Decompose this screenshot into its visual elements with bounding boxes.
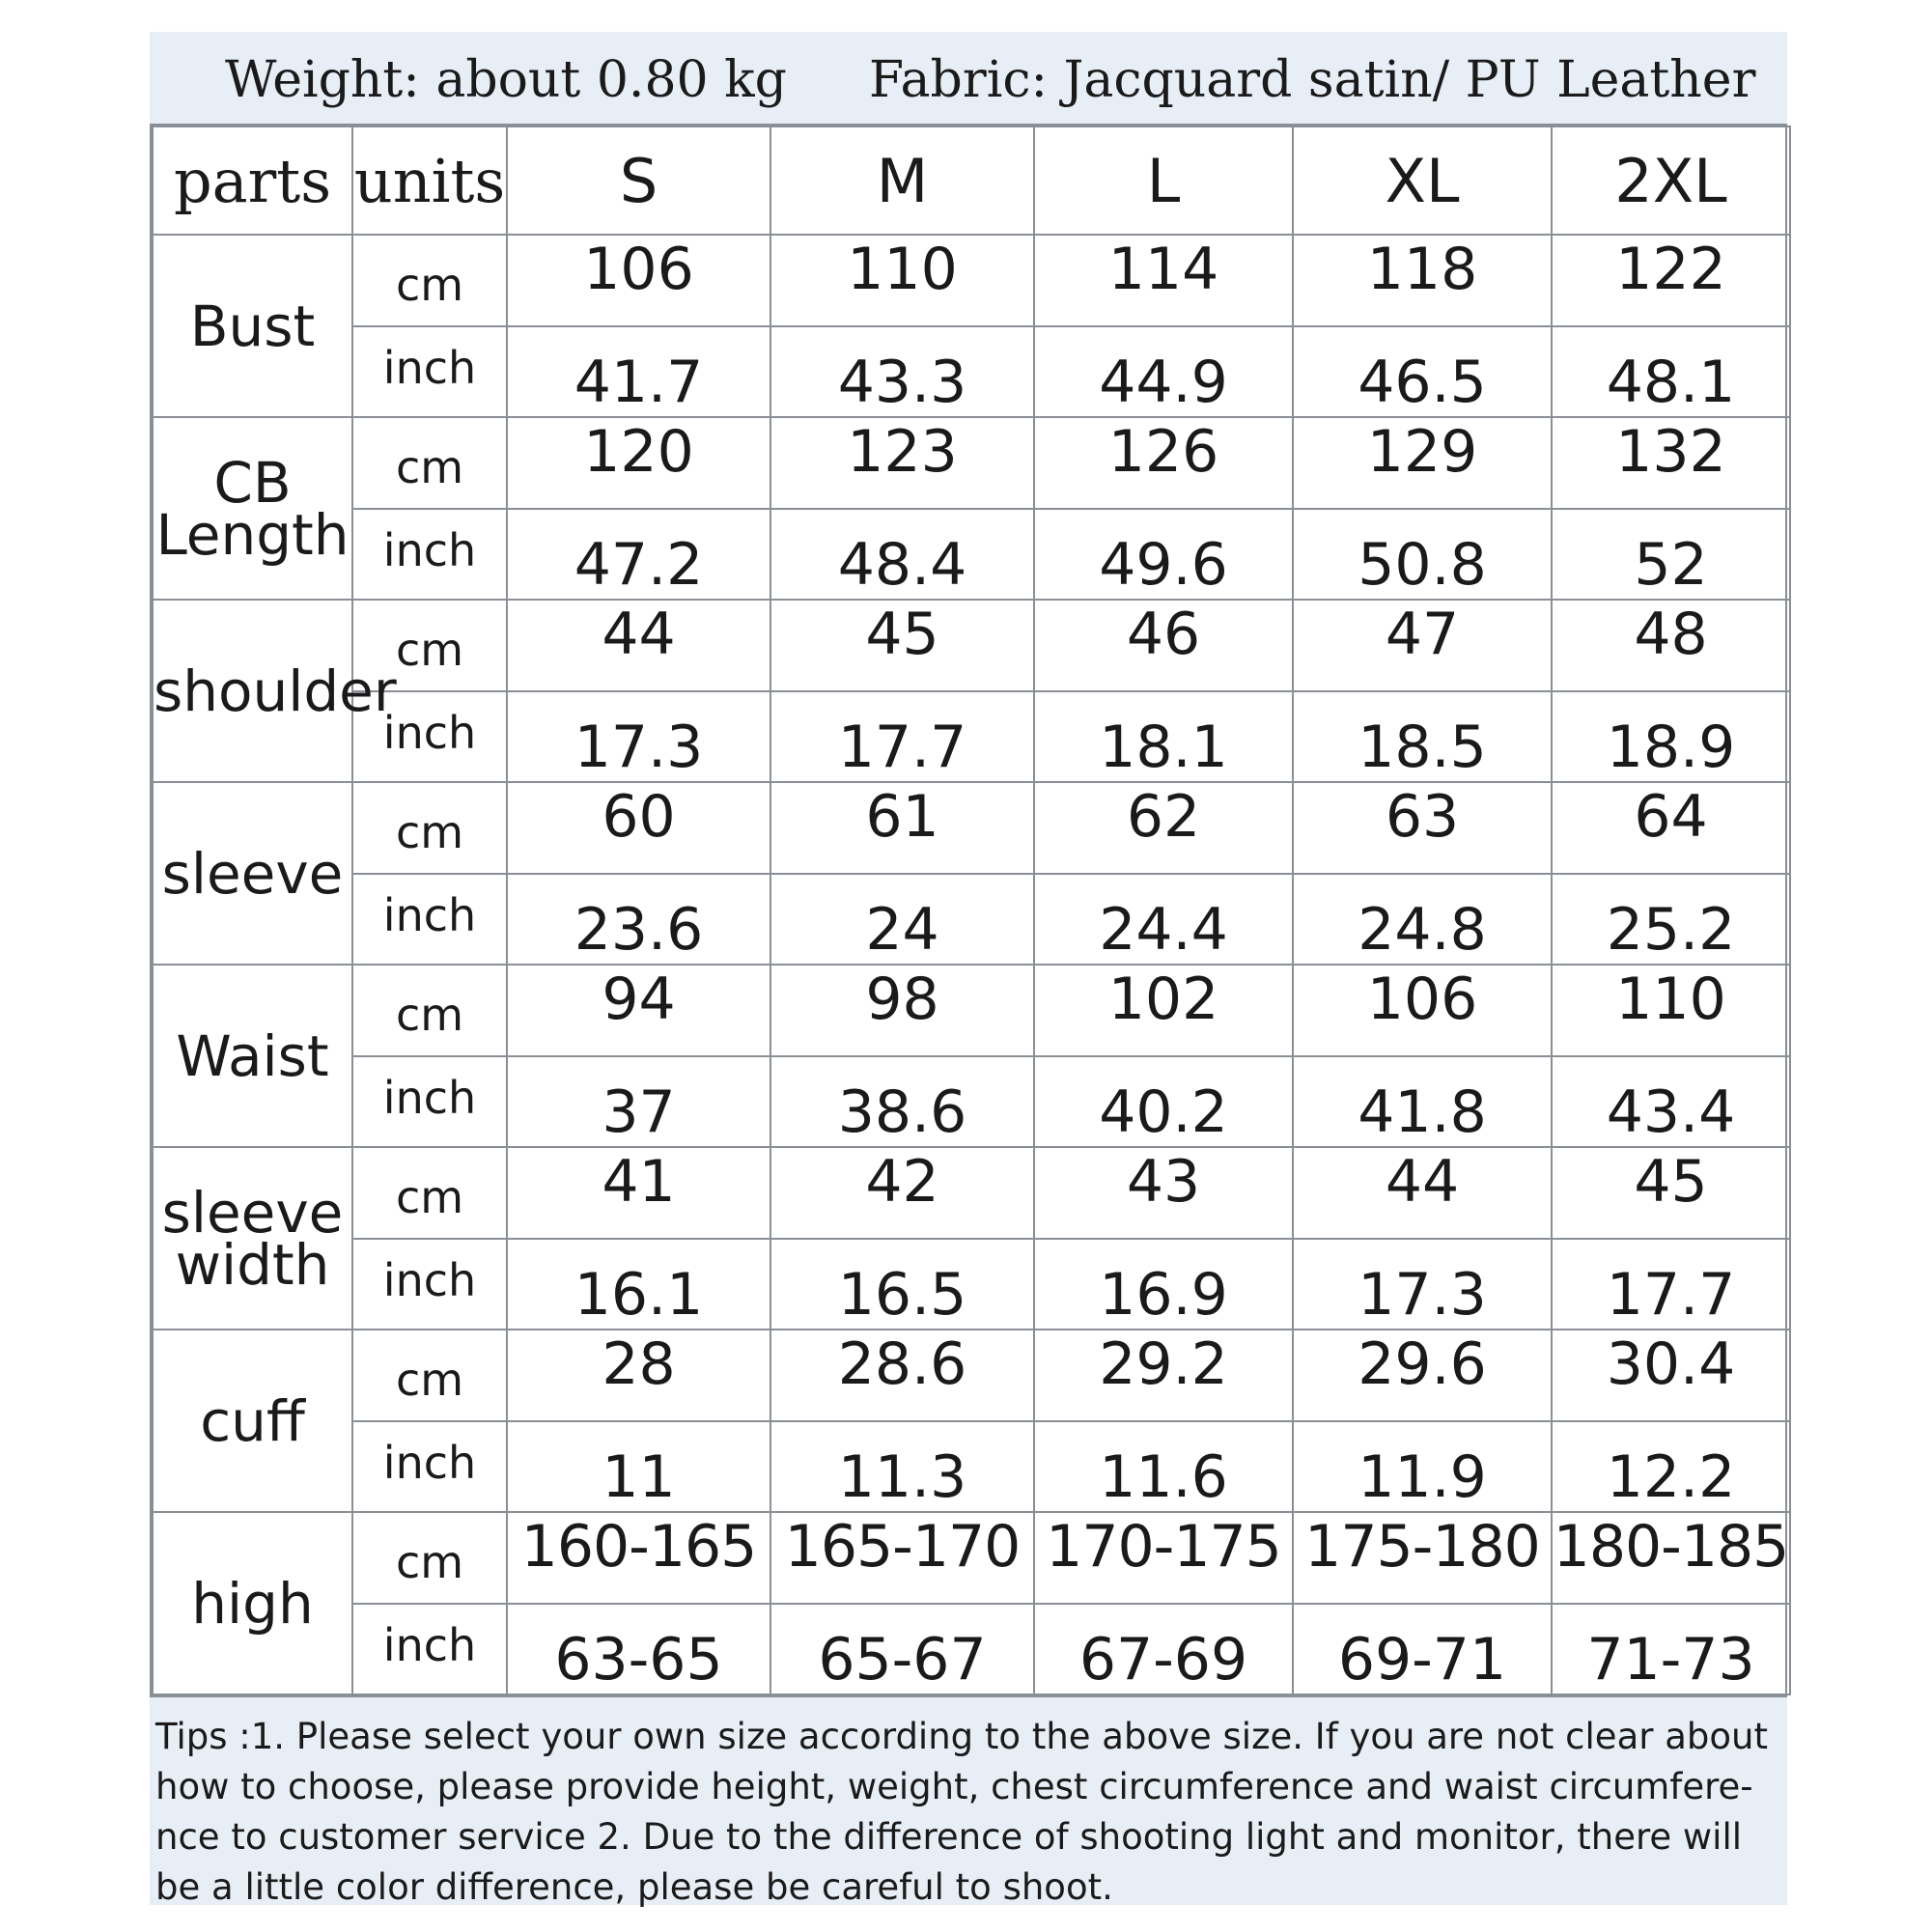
size-header-2xl: 2XL (1552, 126, 1790, 235)
size-header-xl: XL (1293, 126, 1552, 235)
size-header-row (153, 126, 1790, 235)
bust-inch-m: 43.3 (770, 326, 1034, 418)
high-cm-l: 170-175 (1034, 1512, 1293, 1604)
sleeve-width-cm-m: 42 (770, 1147, 1034, 1239)
sleeve-width-cm-xl: 44 (1293, 1147, 1552, 1239)
size-header-s: S (507, 126, 770, 235)
cuff-inch-l: 11.6 (1034, 1421, 1293, 1513)
bust-cm-s: 106 (507, 235, 770, 326)
sleeve-inch-l: 24.4 (1034, 874, 1293, 966)
cuff-inch-2xl: 12.2 (1552, 1421, 1790, 1513)
part-name-high: high (153, 1512, 352, 1694)
cb-length-cm-xl: 129 (1293, 417, 1552, 509)
cb-length-inch-m: 48.4 (770, 509, 1034, 601)
sleeve-inch-2xl: 25.2 (1552, 874, 1790, 966)
unit-inch: inch (352, 1421, 507, 1513)
high-inch-m: 65-67 (770, 1604, 1034, 1695)
product-info-header (150, 32, 1787, 124)
unit-inch: inch (352, 509, 507, 601)
weight-label: Weight: about 0.80 kg (225, 51, 787, 109)
units-column-header: units (352, 126, 507, 235)
size-table-body (153, 235, 1790, 1694)
sleeve-inch-xl: 24.8 (1293, 874, 1552, 966)
size-header-l: L (1034, 126, 1293, 235)
shoulder-inch-xl: 18.5 (1293, 691, 1552, 783)
shoulder-inch-m: 17.7 (770, 691, 1034, 783)
cuff-cm-xl: 29.6 (1293, 1330, 1552, 1421)
sleeve-cm-m: 61 (770, 782, 1034, 874)
table-row (153, 1330, 1790, 1421)
cuff-cm-s: 28 (507, 1330, 770, 1421)
parts-column-header: parts (153, 126, 352, 235)
size-table (152, 126, 1791, 1695)
sleeve-width-cm-s: 41 (507, 1147, 770, 1239)
unit-cm: cm (352, 965, 507, 1056)
waist-inch-xl: 41.8 (1293, 1056, 1552, 1148)
shoulder-inch-2xl: 18.9 (1552, 691, 1790, 783)
waist-inch-2xl: 43.4 (1552, 1056, 1790, 1148)
unit-cm: cm (352, 1330, 507, 1421)
unit-cm: cm (352, 235, 507, 326)
high-inch-2xl: 71-73 (1552, 1604, 1790, 1695)
table-row (153, 691, 1790, 783)
sleeve-width-cm-l: 43 (1034, 1147, 1293, 1239)
part-name-sleeve: sleeve (153, 782, 352, 965)
unit-cm: cm (352, 600, 507, 691)
waist-cm-xl: 106 (1293, 965, 1552, 1056)
shoulder-inch-s: 17.3 (507, 691, 770, 783)
cb-length-inch-s: 47.2 (507, 509, 770, 601)
cb-length-cm-l: 126 (1034, 417, 1293, 509)
cuff-inch-xl: 11.9 (1293, 1421, 1552, 1513)
fabric-label: Fabric: Jacquard satin/ PU Leather (869, 51, 1756, 109)
size-chart-sheet (150, 32, 1789, 1908)
unit-inch: inch (352, 874, 507, 966)
cuff-inch-s: 11 (507, 1421, 770, 1513)
waist-cm-l: 102 (1034, 965, 1293, 1056)
bust-inch-l: 44.9 (1034, 326, 1293, 418)
table-row (153, 600, 1790, 691)
shoulder-cm-2xl: 48 (1552, 600, 1790, 691)
bust-inch-xl: 46.5 (1293, 326, 1552, 418)
sleeve-width-inch-s: 16.1 (507, 1239, 770, 1330)
cuff-inch-m: 11.3 (770, 1421, 1034, 1513)
bust-cm-xl: 118 (1293, 235, 1552, 326)
high-inch-s: 63-65 (507, 1604, 770, 1695)
cuff-cm-l: 29.2 (1034, 1330, 1293, 1421)
waist-inch-m: 38.6 (770, 1056, 1034, 1148)
part-name-cb-length: CB Length (153, 417, 352, 600)
waist-cm-m: 98 (770, 965, 1034, 1056)
bust-cm-m: 110 (770, 235, 1034, 326)
table-row (153, 1147, 1790, 1239)
sleeve-width-inch-xl: 17.3 (1293, 1239, 1552, 1330)
cb-length-inch-l: 49.6 (1034, 509, 1293, 601)
high-inch-xl: 69-71 (1293, 1604, 1552, 1695)
unit-inch: inch (352, 691, 507, 783)
waist-cm-s: 94 (507, 965, 770, 1056)
shoulder-cm-xl: 47 (1293, 600, 1552, 691)
unit-cm: cm (352, 782, 507, 874)
table-row (153, 235, 1790, 326)
bust-cm-l: 114 (1034, 235, 1293, 326)
unit-cm: cm (352, 417, 507, 509)
unit-cm: cm (352, 1147, 507, 1239)
sleeve-cm-l: 62 (1034, 782, 1293, 874)
part-name-bust: Bust (153, 235, 352, 417)
shoulder-cm-l: 46 (1034, 600, 1293, 691)
unit-cm: cm (352, 1512, 507, 1604)
cb-length-cm-2xl: 132 (1552, 417, 1790, 509)
sleeve-width-cm-2xl: 45 (1552, 1147, 1790, 1239)
sleeve-cm-2xl: 64 (1552, 782, 1790, 874)
unit-inch: inch (352, 326, 507, 418)
sleeve-inch-m: 24 (770, 874, 1034, 966)
high-cm-s: 160-165 (507, 1512, 770, 1604)
table-row (153, 1512, 1790, 1604)
sleeve-width-inch-m: 16.5 (770, 1239, 1034, 1330)
unit-inch: inch (352, 1604, 507, 1695)
bust-inch-2xl: 48.1 (1552, 326, 1790, 418)
sleeve-cm-s: 60 (507, 782, 770, 874)
table-row (153, 326, 1790, 418)
unit-inch: inch (352, 1239, 507, 1330)
waist-inch-l: 40.2 (1034, 1056, 1293, 1148)
shoulder-inch-l: 18.1 (1034, 691, 1293, 783)
table-row (153, 417, 1790, 509)
high-cm-xl: 175-180 (1293, 1512, 1552, 1604)
table-row (153, 509, 1790, 601)
part-name-waist: Waist (153, 965, 352, 1147)
table-row (153, 965, 1790, 1056)
high-cm-2xl: 180-185 (1552, 1512, 1790, 1604)
tips-text: Tips :1. Please select your own size according to the above size. If you are not clear about how to choose, please provide height, weight, chest circumference and waist circumfere-nce to customer service 2. Due to the difference of shooting light and monitor, there will be a little color difference, please be careful to shoot. (155, 1716, 1768, 1908)
sleeve-width-inch-2xl: 17.7 (1552, 1239, 1790, 1330)
size-table-container (150, 124, 1787, 1697)
table-row (153, 782, 1790, 874)
table-row (153, 1239, 1790, 1330)
part-name-sleeve-width: sleeve width (153, 1147, 352, 1330)
cb-length-cm-m: 123 (770, 417, 1034, 509)
table-row (153, 1421, 1790, 1513)
cuff-cm-m: 28.6 (770, 1330, 1034, 1421)
part-name-cuff: cuff (153, 1330, 352, 1512)
size-header-m: M (770, 126, 1034, 235)
cb-length-inch-2xl: 52 (1552, 509, 1790, 601)
shoulder-cm-s: 44 (507, 600, 770, 691)
table-row (153, 1056, 1790, 1148)
unit-inch: inch (352, 1056, 507, 1148)
waist-inch-s: 37 (507, 1056, 770, 1148)
cuff-cm-2xl: 30.4 (1552, 1330, 1790, 1421)
bust-inch-s: 41.7 (507, 326, 770, 418)
bust-cm-2xl: 122 (1552, 235, 1790, 326)
sleeve-width-inch-l: 16.9 (1034, 1239, 1293, 1330)
table-row (153, 1604, 1790, 1695)
sleeve-cm-xl: 63 (1293, 782, 1552, 874)
cb-length-cm-s: 120 (507, 417, 770, 509)
part-name-shoulder: shoulder (153, 600, 352, 782)
high-cm-m: 165-170 (770, 1512, 1034, 1604)
cb-length-inch-xl: 50.8 (1293, 509, 1552, 601)
table-row (153, 874, 1790, 966)
high-inch-l: 67-69 (1034, 1604, 1293, 1695)
shoulder-cm-m: 45 (770, 600, 1034, 691)
waist-cm-2xl: 110 (1552, 965, 1790, 1056)
sleeve-inch-s: 23.6 (507, 874, 770, 966)
